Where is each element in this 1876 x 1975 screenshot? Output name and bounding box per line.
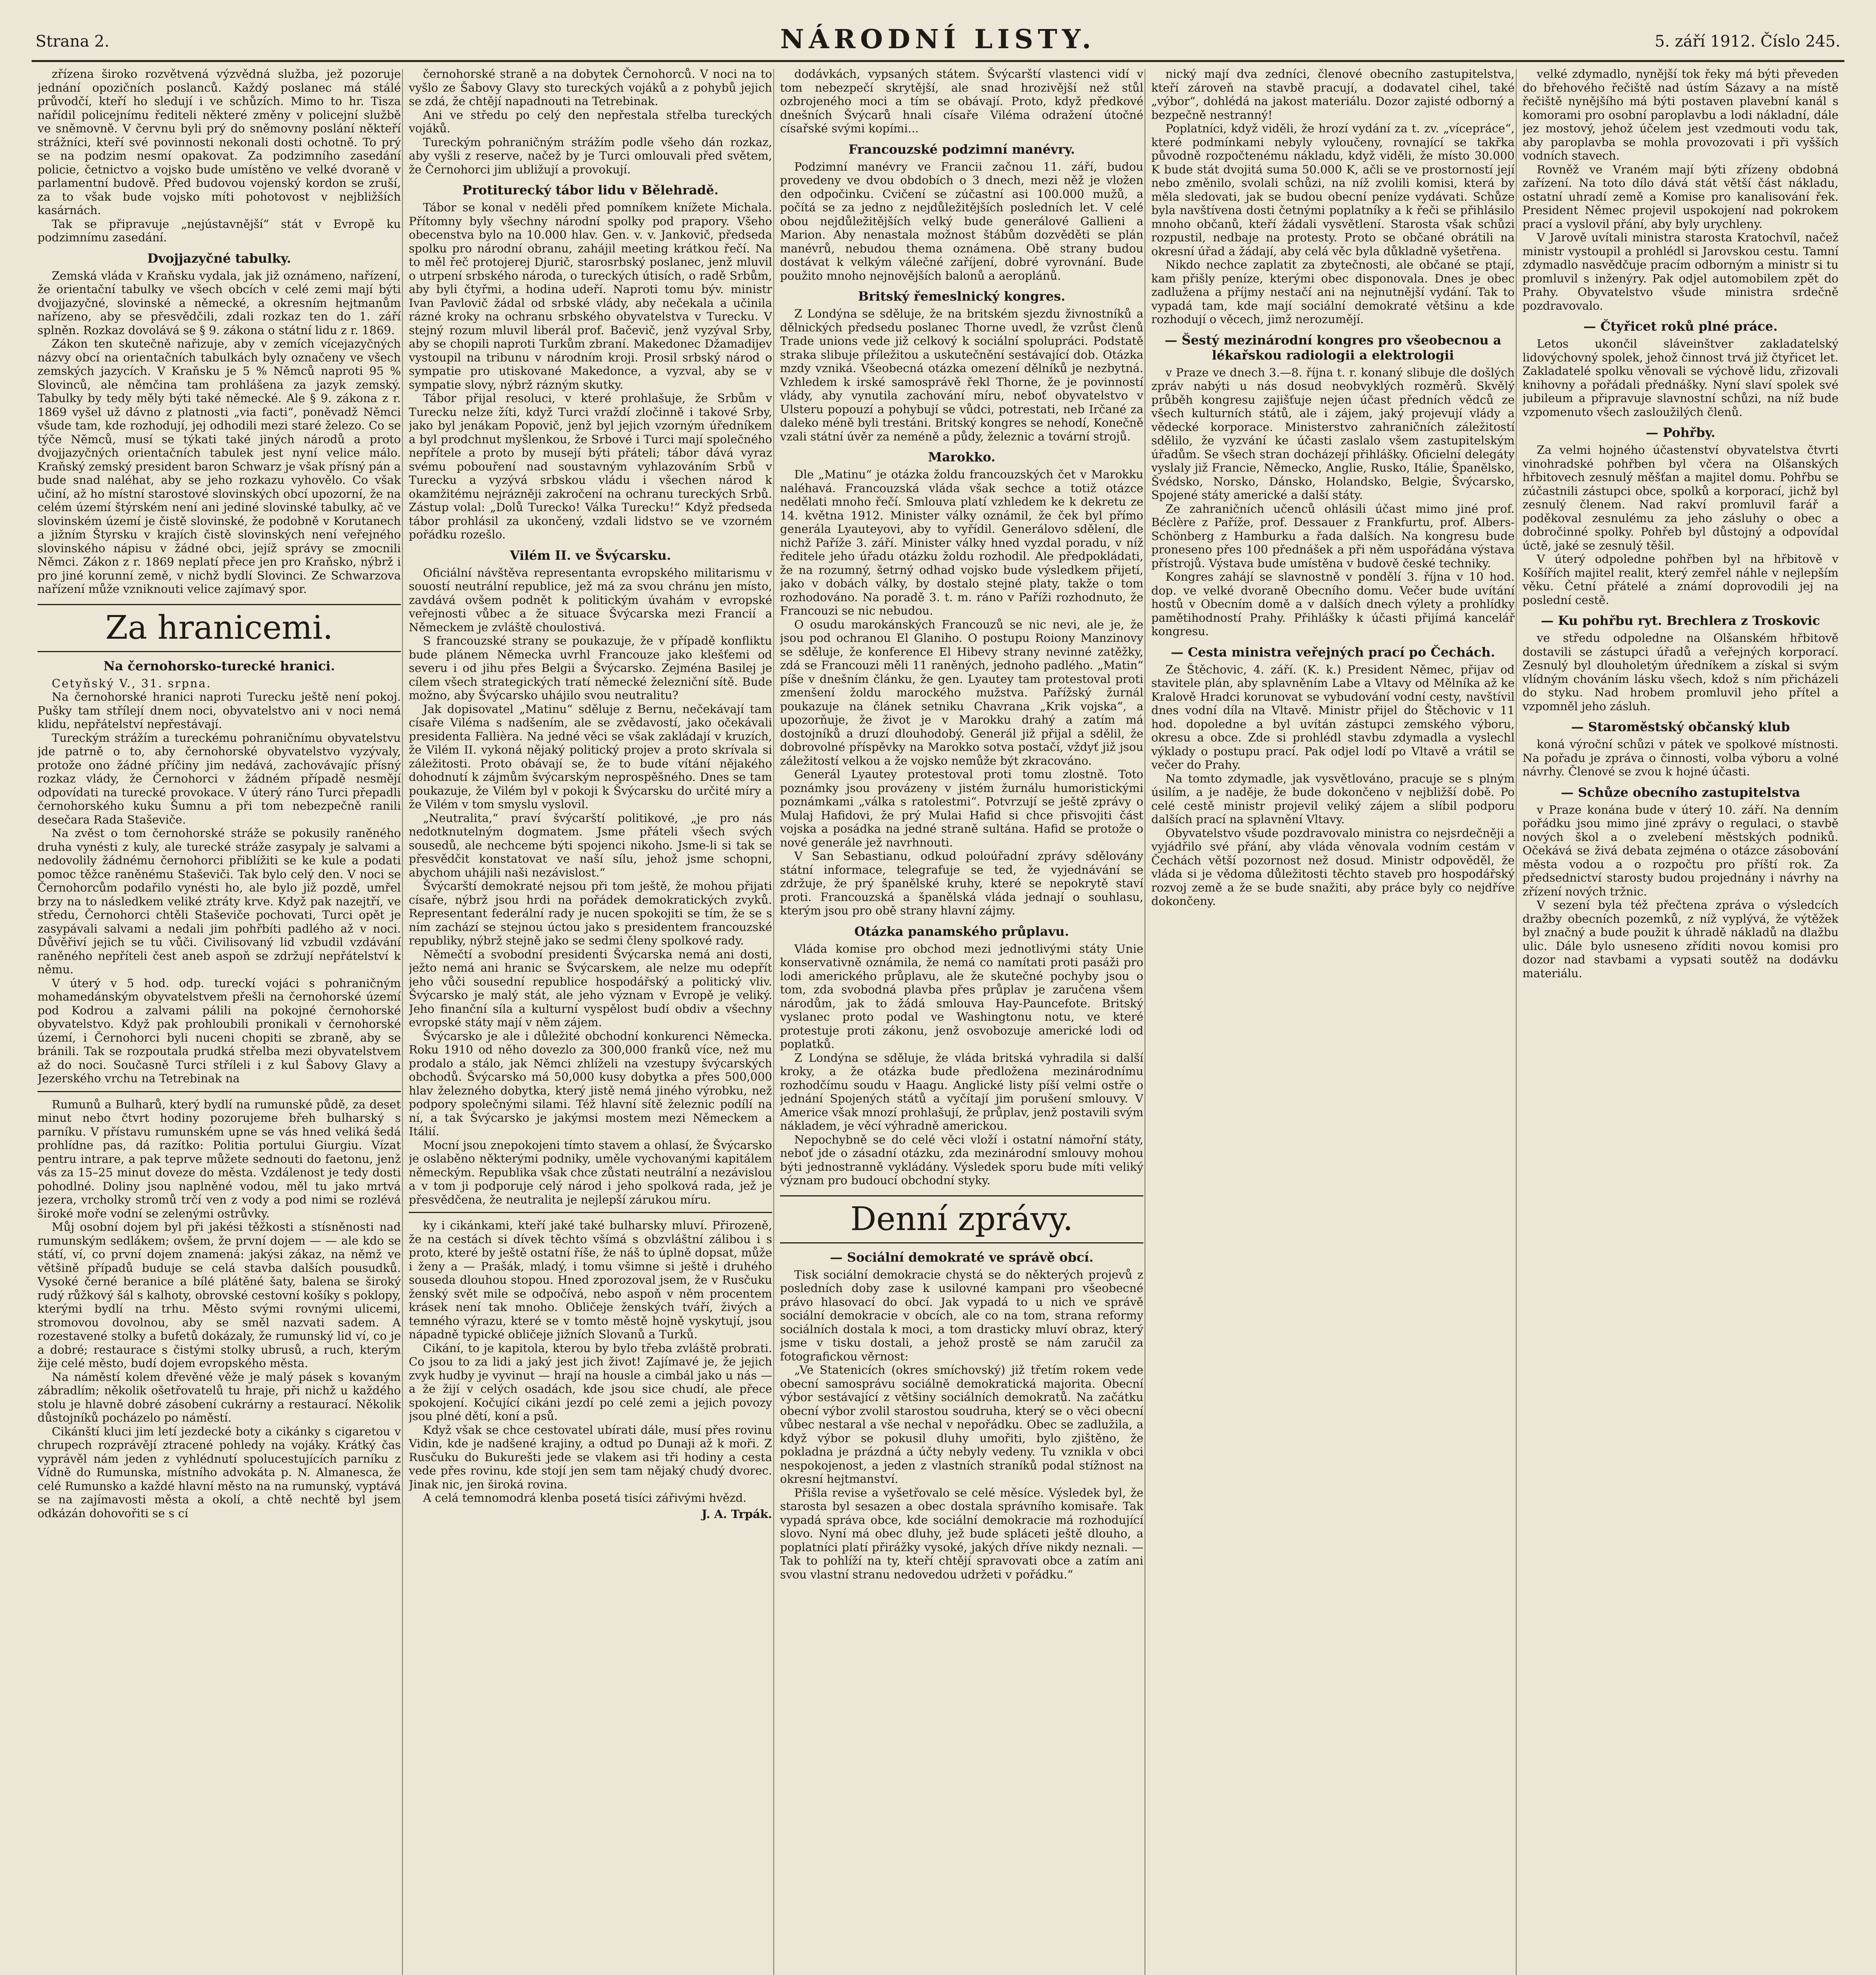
article-paragraph: Oficiální návštěva representanta evropského militarismu v souostí neutrální republice, jež má za svou chránu jen místo, zavdává ovšem podnět k politickým úvahám v evropské veřejnosti vůbec a že situace Švýcarska mezi Francií a Německem je zvláště choulostivá. xyxy=(409,566,772,634)
article-paragraph: Na černohorské hranici naproti Turecku ještě není pokoj. Pušky tam střílejí dnem noci, obyvatelstvo ani v noci nemá klidu, nepřátelství nepřestávají. xyxy=(38,690,401,731)
article-headline: — Čtyřicet roků plné práce. xyxy=(1583,319,1778,334)
author-signature: J. A. Trpák. xyxy=(701,1507,772,1521)
column-divider xyxy=(402,69,403,1975)
article-headline: Vilém II. ve Švýcarsku. xyxy=(509,547,671,563)
article-paragraph: nický mají dva zedníci, členové obecního zastupitelstva, kteří zároveň na stavbě pracují, a dodavatel cihel, také „výbor“, dohlédá na jakost materiálu. Dozor zajisté odborný a bezpečně nestranný! xyxy=(1151,67,1515,122)
article-paragraph: Na tomto zdymadle, jak vysvětlováno, pracuje se s plným úsilím, a je naděje, že bude dokončeno v nejbližší době. Po celé cestě ministr projevil veliký zájem a slíbil podporu dalších prací na splavnění Vltavy. xyxy=(1151,771,1515,826)
article-paragraph: V úterý v 5 hod. odp. tureckí vojáci s pohraničným mohamedánským obyvatelstvem přešli na černohorské území pod Kodrou a zalvami pálili na pokojné černohorské obyvatelstvo. Když pak prohloubili pronikali v černohorské území, i Černohorci byli nuceni chopiti se zbraně, aby se bránili. Tak se rozpoutala prudká střelba mezi obyvatelstvem až do noci. Současně Turci stříleli i z kul Šabovy Glavy a Jezerského vrchu na Tetrebinak na xyxy=(38,976,401,1085)
article-paragraph: Můj osobní dojem byl při jakési těžkosti a stísněnosti nad rumunským sedlákem; ovšem, že první dojem — — ale kdo se státí, ví, co první dojem znamená: jakýsi zákaz, na němž ve většině případů buduje se celá stavba dalších pousudků. Vysoké černé beranice a bílé plátěné šaty, balena se široký rudý růžkový šál s kalhoty, obrovské cestovní košíky s poklopy, kterými bydlí na trhu. Město svými rovnými ulicemi, stromovou dovolnou, aby se směl nazvati sadem. A rozestavené stolky a bufetů dokázaly, že rumunský lid ví, co je a dobré; restaurace s čistými stolky ubrusů, a ruch, kterým žije celé město, budí dojem evropského města. xyxy=(38,1220,401,1370)
article-paragraph: Obyvatelstvo všude pozdravovalo ministra co nejsrdečněji a vyjádřilo své přání, aby vláda věnovala vodním cestám v Čechách větší pozornost než dosud. Ministr odpověděl, že vláda si je vědoma důležitosti těchto staveb pro hospodářský rozvoj země a že se bude snažiti, aby práce byly co nejdříve dokončeny. xyxy=(1151,826,1515,908)
article-paragraph: Němečtí a svobodní presidenti Švýcarska nemá ani dosti, ježto nemá ani hranic se Švýcarskem, ale nelze mu odepřít jeho vůči sousední republice hospodářský a politický vliv. Švýcarsko je malý stát, ale jeho význam v Evropě je veliký. Jeho finanční síla a kulturní vyspělost budí obdiv a všechny evropské státy mají v něm zájem. xyxy=(409,947,772,1029)
article-headline: Britský řemeslnický kongres. xyxy=(858,289,1066,304)
section-rule xyxy=(409,1212,772,1213)
article-paragraph: V Jarově uvítali ministra starosta Kratochvíl, načež ministr vystoupil a prohlédl si Jarovskou cestu. Tamní zdymadlo nasvědčuje pracím odborným a ministr si tu promluvil s inženýry. Pak odjel automobilem zpět do Prahy. Obyvatelstvo všude ministra srdečně pozdravovalo. xyxy=(1523,231,1838,312)
article-paragraph: Tureckým pohraničným strážím podle všeho dán rozkaz, aby vyšli z reserve, načež by je Turci omlouvali před světem, že Černohorci jim ubližují a provokují. xyxy=(409,135,772,176)
article-paragraph: v Praze konána bude v úterý 10. září. Na denním pořádku jsou mimo jiné zprávy o regulaci, o stavbě nových škol a o zvelebení městských podniků. Očekává se živá debata zejména o otázce zásobování města vodou a o rozpočtu pro příští rok. Za předsednictví starosty budou projednány i návrhy na zřízení nových tržnic. xyxy=(1523,803,1838,898)
article-paragraph: Ze Štěchovic, 4. září. (K. k.) President Němec, přijav od stavitele plán, aby splavněním Labe a Vltavy od Mělníka až ke Kralově Hradci korunovat se vybudování vodní cesty, navštívil dnes vodní díla na Vltavě. Ministr přijel do Štěchovic v 11 hod. dopoledne a byl uvítán zástupci zemského výboru, okresu a obce. Zde si prohlédl stavbu zdymadla a vyslechl výklady o postupu prací. Pak odjel lodí po Vltavě a vrátil se večer do Prahy. xyxy=(1151,662,1515,771)
article-paragraph: dodávkách, vypsaných státem. Švýcarští vlastenci vidí v tom nebezpečí skrytější, ale snad hrozivější než stůl ozbrojeného moci a tím se obávají. Proto, když předkové dnešních Švýcarů hnali císaře Viléma odražení útočné císařské svými kopími... xyxy=(780,67,1143,135)
article-paragraph: Nikdo nechce zaplatit za zbytečnosti, ale občané se ptají, kam přišly peníze, kterými obec disponovala. Dnes je obec zadlužena a příjmy nestačí ani na nejnutnější vydání. Tak to vypadá tam, kde mají sociální demokraté většinu a kde rozhodují o věcech, jimž nerozumějí. xyxy=(1151,258,1515,326)
article-paragraph: O osudu marokánských Francouzů se nic nevi, ale je, že jsou pod ochranou El Glaniho. O postupu Roiony Manzinovy se sděluje, že konference El Hibevy strany nevinné zatěžky, zdá se Francouzi měli 11 raněných, jednoho padlého. „Matin“ píše v dnešním článku, že gen. Lyautey tam protestoval proti zmenšení žoldu marockého mužstva. Pařížský žurnál poukazuje na článek setniku Chavrana „Krik vojska“, a upozorňuje, že život je v Marokku drahý a zatím má dostojníků a druzí dlouhodobý. Generál již přijal a sdělil, že dobrovolné příspěvky na Marokko sotva postačí, vždyť již jsou záležitostí velkou a že vojsko nemůže být zkracováno. xyxy=(780,617,1143,767)
article-headline: Otázka panamského průplavu. xyxy=(854,924,1069,939)
article-paragraph: Ze zahraničních učenců ohlásili účast mimo jiné prof. Béclère z Paříže, prof. Dessauer z Frankfurtu, prof. Albers-Schönberg z Hamburku a řada dalších. Na kongresu bude proneseno přes 100 přednášek a při něm uspořádána výstava přístrojů. Výstava bude umístěna v budově české techniky. xyxy=(1151,502,1515,570)
column-2 xyxy=(409,67,772,1975)
article-paragraph: Kongres zahájí se slavnostně v pondělí 3. října v 10 hod. dop. ve velké dvoraně Obecního domu. Večer bude uvítání hostů v Obecním domě a v dalších dnech výlety a prohlídky pamětihodností Prahy. Přihlášky k účasti přijímá kancelář kongresu. xyxy=(1151,570,1515,638)
article-paragraph: „Neutralita,“ praví švýcarští politikové, „je pro nás nedotknutelným dogmatem. Jsme přáteli všech svých sousedů, ale nechceme býti spojenci nikoho. Jsme-li si tak se přesvědčit konstatovat ve naší sílu, jehož jsme schopni, abychom uhájili naši nezávislost.“ xyxy=(409,811,772,879)
article-paragraph: Jak dopisovatel „Matinu“ sděluje z Bernu, nečekávají tam císaře Viléma s nadšením, ale se zvědavostí, jako očekávali presidenta Fallièra. Na jedné věci se však zakládají v kruzích, že Vilém II. vykoná nějaký politický projev a proto skrívala si záležitosti. Proto obávají se, že to bude vítání nějakého dohodnutí k zájmům švýcarským neprospěšného. Dnes se tam poukazuje, že Vilém byl v pokoji k Švýcarsku do určité míry a že Vilém v tom smyslu vyslovil. xyxy=(409,702,772,811)
article-headline: Marokko. xyxy=(928,450,996,465)
article-paragraph: Z Londýna se sděluje, že vláda britská vyhradila si další kroky, a že otázka bude předložena mezinárodnímu rozhodčímu soudu v Haagu. Anglické listy píší velmi ostře o jednání Spojených států a vyčítají jim porušení smlouvy. V Americe však mnozí prohlašují, že průplav, jenž postavili svým nákladem, je věcí výhradně americkou. xyxy=(780,1051,1143,1132)
article-paragraph: Dle „Matinu“ je otázka žoldu francouzských čet v Marokku naléhavá. Francouzská vláda však sechce a totiž otázce nedělati mnoho řečí. Smlouva platí vzhledem ke k dekretu ze 14. května 1912. Minister války oznámil, že ček byl přímo generála Lyauteyovi, aby to vyřídil. Generálovo sdělení, dle nichž Paříže 3. září. Minister války hned vyzdal poradu, v níž ředitele jeho úřadu otázku žoldu rozhodil. Ale předpokládati, že na rozumný, šetrný odhad vojsko bude výsledkem přijetí, jako v dobách války, by dostalo stejné platy, takže o tom rozhodováno. Na poradě 3. t. m. ráno v Paříži rozhodnuto, že Francouzi se nic nebudou. xyxy=(780,468,1143,617)
section-heading: Za hranicemi. xyxy=(38,604,401,652)
article-paragraph: Rovněž ve Vraném mají býti zřízeny obdobná zařízení. Na toto dílo dává stát větší část nákladu, ostatní uhradí země a Komise pro kanalisování řek. President Němec projevil uspokojení nad pokrokem prací a vyslovil přání, aby byly urychleny. xyxy=(1523,162,1838,231)
article-paragraph: Z Londýna se sděluje, že na britském sjezdu živnostníků a dělnických předsedu poslanec Thorne uvedl, že vzrůst členů Trade unions vede již celkový k sociální spolupráci. Podstatě straka slibuje příležitou a uskutečnění sestávající dob. Otázka mzdy vzniká. Všeobecná otázka omezení dělníků je nezbytná. Vzhledem k irské samosprávě řekl Thorne, že je povinností vlády, aby vynutila zachování míru, neboť obyvatelstvo v Ulsteru popouzí a pohybují se vůdci, potrestati, neb Irčané za daleko méně byli trestáni. Britský kongres se nehodí, Konečně vzali státní úvěr za neméně a půdy, železnic a tovární strojů. xyxy=(780,307,1143,443)
article-paragraph: V San Sebastianu, odkud poloúřadní zprávy sdělovány státní informace, telegrafuje se ted, že vyjednávání se zdržuje, že prý španělské kruhy, které se nepokrytě staví proti. Francouzská a španělská vláda jednají o souhlasu, kterým jsou pro obě strany hlavní zájmy. xyxy=(780,849,1143,917)
article-paragraph: Rumunů a Bulharů, který bydlí na rumunské půdě, za deset minut nebo čtvrt hodiny pozorujeme břeh bulharský s parníku. V přístavu rumunském upne se vás hned veliká šedá prohlídne pas, dá razítko: Politia portului Giurgiu. Vízat pentru intrare, a pak teprve můžete sednouti do faetonu, jenž vás za 15–25 minut doveze do města. Vzdálenost je tedy dosti pohodlné. Doliny jsou naplněné vodou, měl tu jako mrtvá jezera, vrcholky stromů trčí ven z vody a pod nimi se rozlévá široké moře vodní se zelenými ostrůvky. xyxy=(38,1097,401,1220)
column-4 xyxy=(1151,67,1515,1975)
section-rule xyxy=(38,1091,401,1092)
article-paragraph: černohorské straně a na dobytek Černohorců. V noci na to vyšlo ze Šabovy Glavy sto tureckých vojáků a z pohybů jejich se zdá, že chtějí napadnouti na Tetrebinak. xyxy=(409,67,772,108)
page-number: Strana 2. xyxy=(36,32,109,51)
article-paragraph: ve středu odpoledne na Olšanském hřbitově dostavili se zástupci úřadů a veřejných korporací. Zesnulý byl dlouholetým úředníkem a získal si svým vlídným chováním lásku všech, kdož s ním přicházeli do styku. Nad hrobem promluvil jeho přítel a vzpomněl jeho zásluh. xyxy=(1523,631,1838,713)
article-paragraph: Cikání, to je kapitola, kterou by bylo třeba zvláště probrati. Co jsou to za lidi a jaký jest jich život! Zajímavé je, že jejich zvyk hudby je vyvinut — hrají na housle a cimbál jako u nás — a že žijí v celých osadách, kde jsou sice chudí, ale přece spokojení. Kočující cikáni jezdí po celé zemi a jejich povozy jsou plné dětí, koní a psů. xyxy=(409,1341,772,1423)
article-headline: — Cesta ministra veřejných prací po Čechách. xyxy=(1171,644,1495,660)
article-paragraph: Přišla revise a vyšetřovalo se celé měsíce. Výsledek byl, že starosta byl sesazen a obec dostala správního komisaře. Tak vypadá správa obce, kde sociální demokracie má rozhodující slovo. Nyní má obec dluhy, jež bude spláceti ještě dlouho, a poplatníci platí přirážky vysoké, jakých dříve nikdy neznali. — Tak to pohlíží na ty, kteří chtějí spravovati obce a zatím ani svou vlastní stranu nedovedou udržeti v pořádku.“ xyxy=(780,1486,1143,1581)
article-paragraph: Letos ukončil sláveinštver zakladatelský lidovýchovný spolek, jehož činnost trvá již čtyřicet let. Zakladatelé spolku věnovali se výchově lidu, zřizovali knihovny a pořádali přednášky. Nyní slaví spolek své jubileum a připravuje slavnostní schůzi, na níž bude vzpomenuto všech zasloužilých členů. xyxy=(1523,337,1838,419)
column-1 xyxy=(38,67,401,1975)
article-paragraph: Zemská vláda v Kraňsku vydala, jak již oznámeno, nařízení, že orientační tabulky ve všech obcích v celé zemi mají býti dvojjazyčné, slovinské a německé, a okresním hejtmanům nařízeno, aby se přesvědčili, zdali rozkaz ten do 1. září splněn. Rozkaz dovolává se § 9. zákona o státní lidu z r. 1869. xyxy=(38,269,401,337)
column-divider xyxy=(1516,69,1517,1975)
article-paragraph: velké zdymadlo, nynější tok řeky má býti převeden do břehového řečiště nad ústím Sázavy a na místě řečiště nynějšího má býti postaven plavební kanál s komorami pro osobní paroplavbu a lodi nákladní, dále jez mostový, jehož účelem jest vzedmouti vodu tak, aby paroplavba se mohla provozovati i při vyšších vodních stavech. xyxy=(1523,67,1838,162)
article-paragraph: Generál Lyautey protestoval proti tomu zlostně. Toto poznámky jsou provázeny v jistém žurnálu humoristickými poznámkami „válka s ratolestmi“. Potvrzují se ještě zprávy o Mulaj Hafidovi, že prý Mulai Hafid si chce přisvojiti část vojska a posádka na jedné straně sultána. Hafid se protože o nové generále jež navrhnouti. xyxy=(780,767,1143,849)
article-paragraph: V úterý odpoledne pohřben byl na hřbitově v Košířích majitel realit, který zemřel náhle v nejlepším věku. Četní přátelé a známí doprovodili jej na poslední cestě. xyxy=(1523,552,1838,607)
article-paragraph: „Ve Statenicích (okres smíchovský) již třetím rokem vede obecní samosprávu sociálně demokratická majorita. Obecní výbor sestávající z většiny sociálních demokratů. Na začátku obecní výbor zvolil starostou soudruha, který se o věci obecní vůbec nestaral a vše nechal v nepořádku. Obec se zadlužila, a když výbor se pokusil dluhy umořiti, bylo zjištěno, že pokladna je prázdná a účty nebyly vedeny. Tu vznikla v obci nespokojenost, a jeden z vlastních straníků podal stížnost na okresní hejtmanství. xyxy=(780,1363,1143,1486)
article-paragraph: S francouzské strany se poukazuje, že v případě konfliktu bude plánem Německa uvrhl Francouze jako klešťemi od severu i od jihu přes Belgii a Švýcarsko. Zejména Basilej je cílem všech strategických tratí německé železniční sítě. Bude možno, aby Švýcarsko uhájilo svou neutralitu? xyxy=(409,634,772,702)
article-paragraph: Tak se připravuje „nejústavnější“ stát v Evropě ku podzimnímu zasedání. xyxy=(38,217,401,244)
article-headline: — Šestý mezinárodní kongres pro všeobecnou a lékařskou radiologii a elektrologii xyxy=(1164,332,1502,363)
article-headline: — Sociální demokraté ve správě obcí. xyxy=(830,1249,1094,1265)
article-headline: Francouzské podzimní manévry. xyxy=(848,141,1075,157)
article-paragraph: Švýcarsko je ale i důležité obchodní konkurenci Německa. Roku 1910 od něho dovezlo za 300,000 franků více, než mu prodalo a stálo, jak Němci zhlíželi na vzestupy švýcarských obchodů. Švýcarsko má 50,000 kusy dobytka a přes 500,000 hlav železného dobytka, který jistě nemá jiného výrobku, než podpory společnými silami. Též hlavní sítě železnic podílí na ní, a tak Švýcarsko je jakýmsi mostem mezi Německem a Itálií. xyxy=(409,1029,772,1138)
article-headline: Protiturecký tábor lidu v Bělehradě. xyxy=(462,182,719,198)
article-paragraph: Tábor se konal v neděli před pomníkem knížete Michala. Přítomny byly všechny národní spolky pod prapory. Všeho obecenstva bylo na 10.000 hlav. Gen. v. v. Jankovič, předseda spolku pro národní obranu, zahájil meeting krátkou řečí. Na to měl řeč protojerej Djurič, starosrbský poslanec, jenž mluvil o utrpení srbského národa, o tureckých útisích, o radě Srbům, aby byli čtyřmi, a hodina udeří. Naproti tomu býv. ministr Ivan Pavlovič žádal od srbské vlády, aby nečekala a učinila rázné kroky na ochranu srbského obyvatelstva v Turecku. V stejný rozum mluvil liberál prof. Bačevič, jenž vyzýval Srby, aby se chopili naproti Turkům zbraní. Makedonec Džamadijev vystoupil na tribunu v národním kroji. Prosil srbský národ o sympatie pro utiskované Makedonce, a vyzval, aby se v sympatie slovy, nýbrž rázným skutky. xyxy=(409,201,772,391)
article-headline: — Pohřby. xyxy=(1645,425,1716,440)
column-5 xyxy=(1523,67,1838,1975)
article-paragraph: Poplatníci, když viděli, že hrozí vydání za t. zv. „vícepráce“, které podmínkami nebyly vyloučeny, rovnající se takřka původně rozpočtenému nákladu, když viděli, že místo 30.000 K bude stát dvojitá suma 50.000 K, ačli se ve prostorností její nebo změnilo, svolali schůzi, na níž zvolili komisi, která by měla sledovati, jak se budou obecní peníze vydávati. Schůze byla navštívena dosti četnými poplatníky a k řeči se přihlásilo mnoho občanů, kteří žádali vysvětlení. Starosta však schůzi rozpustil, nedbaje na protesty. Proto se občané obrátili na okresní úřad a žádají, aby celá věc byla důkladně vyšetřena. xyxy=(1151,122,1515,258)
article-paragraph: V sezení byla též přečtena zpráva o výsledcích dražby obecních pozemků, z níž vyplývá, že výtěžek byl značný a bude použit k úhradě nákladů na dlažbu ulic. Dále bylo usneseno zříditi novou komisi pro dozor nad stavbami a vypsati soutěž na dodávku materiálu. xyxy=(1523,898,1838,980)
article-headline: — Ku pohřbu ryt. Brechlera z Troskovic xyxy=(1541,613,1820,628)
article-dateline: Cetyňský V., 31. srpna. xyxy=(52,676,212,690)
article-paragraph: Cikánští kluci jim letí jezdecké boty a cikánky s cigaretou v chrupech rozprávějí ztracené pohledy na vojáky. Krátký čas vyprávěl nám jeden z vyhlédnutí spolucestujících parníku z Vídně do Rumunska, místního advokáta p. N. Almanesca, že celé Rumunsko a každé hlavní město na na rumunský, vyptává se na zajímavosti města a okolí, a chtě nechtě byl jsem odkázán dohovořiti se s cí xyxy=(38,1424,401,1520)
page-header xyxy=(0,0,1876,63)
article-paragraph: Vláda komise pro obchod mezi jednotlivými státy Unie konservativně oznámila, že nemá co namítati proti pasáži pro lodi amerického průplavu, ale že skutečné pochyby jsou o tom, zda svobodná plavba přes průplav je zaručena všem národům, jak to žádá smlouva Hay-Pauncefote. Britský vyslanec proto podal ve Washingtonu notu, ve které protestuje proti zákonu, jenž osvobozuje americké lodi od poplatků. xyxy=(780,942,1143,1051)
issue-date: 5. září 1912. Číslo 245. xyxy=(1654,32,1840,51)
article-paragraph: v Praze ve dnech 3.—8. října t. r. konaný slibuje dle došlých zpráv nabýti u nás dosud neobvyklých rozměrů. Skvělý průběh kongresu zajišťuje nejen účast předních vědců ze všech kulturních států, ale i zájem, jaký projevují vlády a vědecké korporace. Ministerstvo zahraničních záležitostí sdělilo, že vyzvání ke účasti zaslalo všem zastupitelským úřadům. Se všech stran docházejí přihlášky. Oficielní delegáty vyslaly již Francie, Německo, Anglie, Rusko, Itálie, Španělsko, Švédsko, Norsko, Dánsko, Holandsko, Belgie, Švýcarsko, Spojené státy americké a další státy. xyxy=(1151,365,1515,502)
article-paragraph: Švýcarští demokraté nejsou při tom ještě, že mohou přijati císaře, nýbrž jsou hrdi na pořádek demokratických zvyků. Representant federální rady je nucen spokojiti se tím, že se s ním zachází se stejnou úctou jako s presidentem francouzské republiky, nýbrž stejně jako se sedmi členy spolkové rady. xyxy=(409,879,772,947)
article-paragraph: Když však se chce cestovatel ubírati dále, musí přes rovinu Vidin, kde je nadšené krajiny, a odtud po Dunaji až k moři. Z Rusčuku do Bukurešti jede se vlakem asi tři hodiny a cesta vede přes rovinu, kde stojí jen sem tam nějaký chudý dvorec. Jinak nic, jen široká rovina. xyxy=(409,1423,772,1491)
column-3 xyxy=(780,67,1143,1975)
article-headline: — Schůze obecního zastupitelstva xyxy=(1561,784,1800,800)
article-paragraph: Tisk sociální demokracie chystá se do některých projevů z posledních doby zase k usilovné kampani pro všeobecné právo hlasovací do obcí. Jak vypadá to u nich ve správě sociální demokracie v obcích, ale co na tom, strana reformy sociálních dostala k moci, a tom drasticky mluví obraz, který jsme v tisku dostali, a jehož prostě se nám zaručil za fotografickou věrnost: xyxy=(780,1268,1143,1363)
masthead-title: NÁRODNÍ LISTY. xyxy=(780,24,1096,55)
column-divider xyxy=(773,69,774,1975)
article-paragraph: koná výroční schůzi v pátek ve spolkové místnosti. Na pořadu je zpráva o činnosti, volba výboru a volné návrhy. Členové se zvou k hojné účasti. xyxy=(1523,737,1838,778)
article-headline: — Staroměstský občanský klub xyxy=(1571,719,1790,734)
article-paragraph: Na zvěst o tom černohorské stráže se pokusily raněného druha vynésti z kuly, ale turecké stráže zasypaly je salvami a nedovolily žádnému černohorci přiblížiti se ke kule a podati pomoc těžce raněnému Staševiči. Tak bylo celý den. V noci se Černohorcům podařilo vynésti ho, ale bylo již pozdě, umřel brzy na to následkem veliké ztráty krve. Když pak nazejtří, ve středu, Černohorci chtěli Staševiče pochovati, Turci opět je zasypávali salvami a nedali jim pohřbíti padlého až v noci. Důvěřiví jejich se tu vůči. Civilisovaný lid vzbudil vzdávání raněného nepříteli čest aneb aspoň se zdržují nepřátelství k němu. xyxy=(38,826,401,976)
article-paragraph: Zákon ten skutečně nařizuje, aby v zemích vícejazyčných názvy obcí na orientačních tabulkách byly označeny ve všech zemských jazycích. V Kraňsku je 5 % Němců naproti 95 % Slovinců, ale němčina tam prohlášena za jazyk zemský. Tabulky by tedy měly býti také německé. Ale § 9. zákona z r. 1869 vyšel už dávno z platnosti „via facti“, poněvadž Němci všude tam, kde rozhodují, jej odhodili mezi staré železo. Co se týče Němců, musí se týkati také jiných národů a proto dvojjazyčných orientačních tabulek jest nyní velice málo. Kraňský zemský president baron Schwarz je však přísný pán a bude snad naléhat, aby se jeho rozkazu vyhovělo. Co však učiní, až ho místní starostové slovinských obcí upozorní, že na celém území štýrském není ani jediné slovinské tabulky, ač ve slovinském území je čistě slovinské, že podobně v Korutanech a jižním Štyrsku v krajích čistě slovinských není veřejného slovinského nápisu v žádné obci, jejíž správy se zmocnili Němci. Zákon z r. 1869 neplatí přece jen pro Kraňsko, nýbrž i pro jiné korunní země, v nichž bydlí Slovinci. Ze Schwarzova nařízení může vzniknouti velice zajímavý spor. xyxy=(38,337,401,596)
article-paragraph: Nepochybně se do celé věci vloží i ostatní námořní státy, neboť jde o zásadní otázku, zda mezinárodní smlouvy mohou býti jednostranně vykládány. Výsledek sporu bude míti veliký význam pro budoucí obchodní styky. xyxy=(780,1132,1143,1187)
article-paragraph: Tábor přijal resoluci, v které prohlašuje, že Srbům v Turecku nelze žíti, když Turci vraždí zločinně i takové Srby, jako byl jenákam Popovič, jenž byl jejich vzorným úředníkem a byl prodchnut myšlenkou, že Srbové i Turci mají společného nepřítele a proto by musejí býti přáteli; tábor dává vyraz svému pobouření nad soustavným vyhlazováním Srbů v Turecku a vyzývá srbskou vládu i všechen národ k okamžitému nejrázněji zakročení na ochranu tureckých Srbů. Zástup volal: „Dolů Turecko! Válka Turecku!“ Když předseda tábor prohlásil za ukončený, vzdali lidstvo se ve vzorném pořádku rozešlo. xyxy=(409,391,772,541)
article-paragraph: Mocní jsou znepokojeni tímto stavem a ohlasí, že Švýcarsko je oslaběno některými podniky, uměle vychovanými kapitálem německým. Republika však chce zůstati neutrální a nezávislou a v tom ji podporuje celý národ i jeho spolková rada, jež je přesvědčena, že neutralita je nejlepší zárukou míru. xyxy=(409,1138,772,1206)
article-paragraph: A celá temnomodrá klenba posetá tisíci zářivými hvězd. xyxy=(423,1491,747,1505)
article-paragraph: ky i cikánkami, kteří jaké také bulharsky mluví. Přirozeně, že na cestách si dívek těchto všímá s obzvláštní zálibou i s proto, které by ještě ostatní říše, že náš to úplně dopsat, může i ženy a — Prašák, mladý, i tomu všimne si ještě i druhého souseda dlouhou stopou. Hned zporozoval jsem, že v Rusčuku ženský svět mile se odpočívá, nebo aspoň v něm procentem krásek není tak mnoho. Obličeje ženských tváří, živých a temného výrazu, které se v tomto městě hojně vyskytují, jsou nápadně typické obličeje jižních Slovanů a Turků. xyxy=(409,1219,772,1341)
header-rule xyxy=(32,60,1844,62)
article-paragraph: zřízena široko rozvětvená výzvědná služba, jež pozoruje jednání opozičních poslanců. Každý poslanec má stálé průvodčí, kteří ho sledují i ve schůzích. Mimo to hr. Tisza nařídil policejnímu řediteli některé změny v policejní službě ve sněmovně. V červnu byli prý do sněmovny poslání někteří strážníci, kteří své povinnosti nekonali dosti ochotně. To prý se na podzim nesmí opakovat. Za podzimního zasedání policie, četnictvo a vojsko bude umístěno ve velké dvoraně v parlamentní budově. Před budovou vojenský kordon se zruší, za to však bude vojsko míti pohotovost v nejbližších kasárnách. xyxy=(38,67,401,217)
article-paragraph: Podzimní manévry ve Francii začnou 11. září, budou provedeny ve dvou obdobích o 3 dnech, mezi něž je vložen den odpočinku. Cvičení se zúčastní asi 100.000 mužů, a počítá se za jedno z nejdůležitějších posledních let. V celé obou nejdůležitějších velký bude generálové Gallieni a Marion. Aby nenastala možnost štábům dozvěděti se plán manévrů, nebudou thema oznámena. Obě strany budou dostávat k velkým válečné zaříjení, dobré vyrovnání. Bude použito mnoho nejnovějších balonů a aeroplánů. xyxy=(780,160,1143,282)
article-paragraph: Na náměstí kolem dřevěné věže je malý pásek s kovaným zábradlím; několik ošetřovatelů tu hraje, při nichž u každého stolu je hlavně dobré zásobení cukrárny a restaurací. Několik důstojníků pocházelo po náměstí. xyxy=(38,1370,401,1424)
article-paragraph: Za velmi hojného účastenství obyvatelstva čtvrti vinohradské pohřben byl včera na Olšanských hřbitovech zesnulý měšťan a majitel domu. Pohřbu se zúčastnili zástupci obce, spolků a korporací, jichž byl zesnulý členem. Nad rakví promluvil farář a poděkoval zesnulému za jeho zásluhy o obec a dobročinné spolky. Pohřeb byl důstojný a odpovídal úctě, jaké se zesnulý těšil. xyxy=(1523,443,1838,552)
article-paragraph: Ani ve středu po celý den nepřestala střelba tureckých vojáků. xyxy=(409,108,772,135)
article-paragraph: Tureckým strážím a tureckému pohraničnímu obyvatelstvu jde patrně o to, aby černohorské obyvatelstvo vyzývaly, protože ono žádné příčiny jim nedává, zachovávajíc přísný rozkaz vlády, že Černohorci v žádném případě nesmějí odpovídati na turecké provokace. V úterý ráno Turci přepadli černohorského kuku Šumnu a při tom nebezpečně ranili desečara Rada Staševiče. xyxy=(38,731,401,826)
article-headline: Na černohorsko-turecké hranici. xyxy=(103,658,335,673)
section-heading: Denní zprávy. xyxy=(780,1195,1143,1243)
article-headline: Dvojjazyčné tabulky. xyxy=(147,250,291,266)
